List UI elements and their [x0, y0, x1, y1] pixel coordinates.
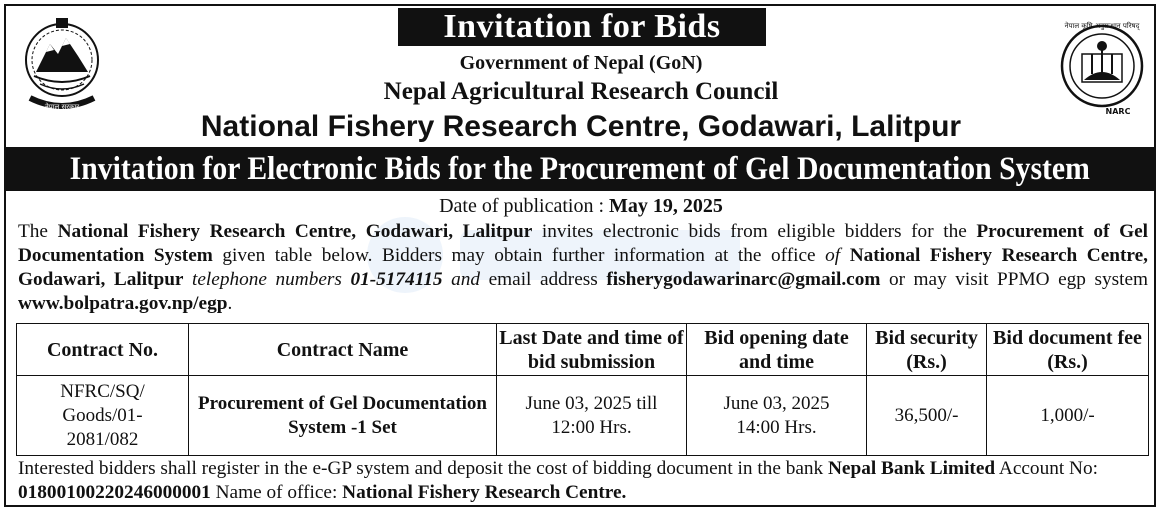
notice-text: The — [18, 221, 58, 242]
header-last-date: Last Date and time of bid submission — [497, 324, 687, 376]
centre-name: National Fishery Research Centre, Godawari, Lalitpur — [200, 110, 962, 143]
notice-text: . — [227, 293, 233, 314]
footer-account-number: 01800100220246000001 — [18, 482, 211, 503]
cell-bid-security: 36,500/- — [867, 376, 987, 456]
notice-text: or may visit PPMO egp system — [880, 269, 1149, 290]
government-name: Government of Nepal (GoN) — [459, 52, 703, 74]
right-emblem-caption: नेपाल कृषि अनुसन्धान परिषद् — [1064, 22, 1140, 30]
notice-email-link[interactable]: fisherygodawarinarc@gmail.com — [606, 269, 881, 290]
cell-last-date: June 03, 2025 till 12:00 Hrs. — [497, 376, 687, 456]
footer-text: Name of office: — [210, 482, 343, 503]
table-row — [17, 376, 1149, 456]
cell-doc-fee: 1,000/- — [987, 376, 1149, 456]
cell-contract-name: Procurement of Gel Documentation System -1 Set — [189, 376, 497, 456]
notice-banner-text: Invitation for Electronic Bids for the Procurement of Gel Documentation System — [69, 151, 1091, 187]
notice-email-label: email address — [488, 269, 607, 290]
notice-telephone-label: telephone numbers — [183, 269, 351, 290]
notice-paragraph — [18, 220, 1148, 316]
footer-text: Account No: — [995, 458, 1098, 479]
left-emblem-caption: नेपाल सरकार — [44, 103, 80, 111]
footer-bank-name: Nepal Bank Limited — [828, 458, 996, 479]
notice-text: and — [442, 269, 489, 290]
publication-date — [0, 195, 1162, 218]
council-name: Nepal Agricultural Research Council — [383, 78, 779, 105]
notice-website-link[interactable]: www.bolpatra.gov.np/egp — [18, 293, 228, 314]
footer-office-name: National Fishery Research Centre. — [342, 482, 627, 503]
publication-date-value: May 19, 2025 — [609, 195, 723, 217]
notice-telephone-number: 01-5174115 — [350, 269, 443, 290]
header-doc-fee: Bid document fee (Rs.) — [987, 324, 1149, 376]
bids-table — [16, 323, 1149, 456]
cell-opening-date: June 03, 2025 14:00 Hrs. — [687, 376, 867, 456]
notice-text: invites electronic bids from eligible bidders for the — [532, 221, 977, 242]
header-contract-no: Contract No. — [17, 324, 189, 376]
notice-org-name: National Fishery Research Centre, Godawari, Lalitpur — [57, 221, 533, 242]
notice-office-name: National Fishery Research Centre, Godawari, Lalitpur — [18, 245, 1148, 290]
page-title: Invitation for Bids — [398, 8, 766, 46]
notice-procurement-name: Procurement of Gel Documentation System — [18, 221, 1149, 266]
notice-text: of — [825, 245, 841, 266]
footer-text: Interested bidders shall register in the e-GP system and deposit the cost of bidding document in the bank — [18, 458, 828, 479]
header-opening-date: Bid opening date and time — [687, 324, 867, 376]
notice-banner — [4, 147, 1156, 191]
notice-text: given table below. Bidders may obtain further information at the office — [212, 245, 826, 266]
header-contract-name: Contract Name — [189, 324, 497, 376]
narc-abbreviation: NARC — [1105, 107, 1131, 116]
cell-contract-no: NFRC/SQ/ Goods/01- 2081/082 — [17, 376, 189, 456]
footer-instructions — [18, 457, 1148, 505]
table-header-row — [17, 324, 1149, 376]
header-bid-security: Bid security (Rs.) — [867, 324, 987, 376]
publication-date-label: Date of publication : — [439, 195, 610, 217]
